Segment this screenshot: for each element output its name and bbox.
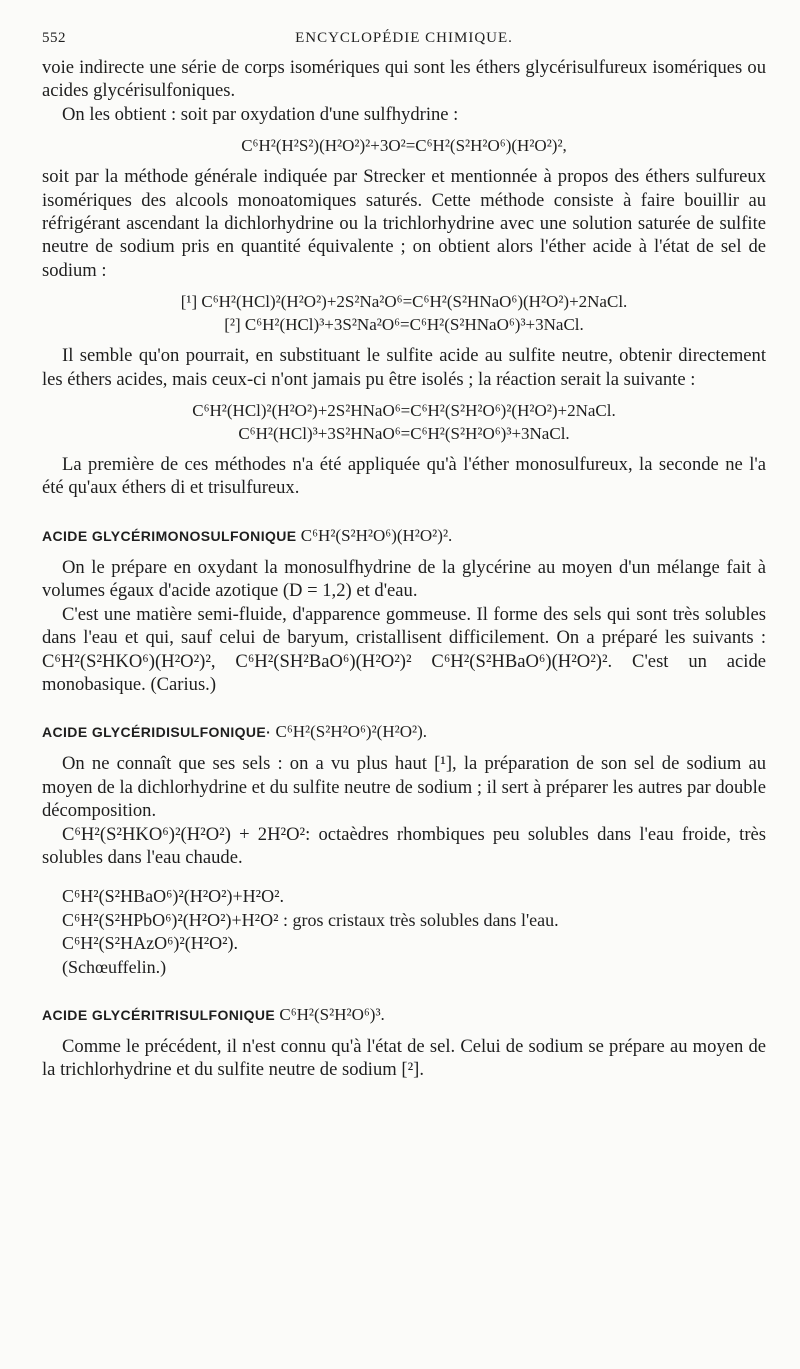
section-heading-line	[42, 1003, 766, 1027]
equation: [¹] C⁶H²(HCl)²(H²O²)+2S²Na²O⁶=C⁶H²(S²HNaO⁶)(H²O²)+2NaCl.	[180, 292, 628, 312]
section-heading: ACIDE GLYCÉRIDISULFONIQUE·	[42, 724, 272, 741]
paragraph: On ne connaît que ses sels : on a vu plus haut [¹], la préparation de son sel de sodium au moyen de la dichlorhydrine et du sulfite neutre de sodium ; il sert à préparer les autres par double décomposition.	[42, 753, 766, 822]
paragraph: soit par la méthode générale indiquée par Strecker et mentionnée à propos des éthers sulfureux isomériques des alcools monoatomiques saturés. Cette méthode consiste à faire bouillir au réfrigérant ascendant la dichlorhydrine ou la trichlorhydrine avec une solution saturée de sulfite neutre de sodium pris en quantité équivalente ; on obtient alors l'éther acide à l'état de sel de sodium :	[42, 166, 766, 281]
paragraph: On les obtient : soit par oxydation d'une sulfhydrine :	[62, 103, 459, 125]
section-formula: C⁶H²(S²H²O⁶)³.	[279, 1004, 385, 1024]
section-monosulfonique	[42, 524, 766, 696]
equation: [²] C⁶H²(HCl)³+3S²Na²O⁶=C⁶H²(S²HNaO⁶)³+3NaCl.	[224, 315, 584, 335]
paragraph: C⁶H²(S²HKO⁶)²(H²O²) + 2H²O²: octaèdres rhombiques peu solubles dans l'eau froide, très solubles dans l'eau chaude.	[42, 823, 766, 868]
paragraph: Il semble qu'on pourrait, en substituant le sulfite acide au sulfite neutre, obtenir directement les éthers acides, mais ceux-ci n'ont jamais pu être isolés ; la réaction serait la suivante :	[42, 345, 766, 390]
list-item: C⁶H²(S²HPbO⁶)²(H²O²)+H²O² : gros cristaux très solubles dans l'eau.	[62, 909, 559, 930]
section-disulfonique	[42, 720, 766, 979]
section-heading-line	[42, 720, 766, 744]
page-number: 552	[42, 30, 66, 46]
paragraph: C'est une matière semi-fluide, d'apparence gommeuse. Il forme des sels qui sont très solubles dans l'eau et qui, sauf celui de baryum, cristallisent difficilement. On a préparé les suivants : C⁶H²(S²HKO⁶)(H²O²)², C⁶H²(SH²BaO⁶)(H²O²)² C⁶H²(S²HBaO⁶)(H²O²)². C'est un acide monobasique. (Carius.)	[42, 603, 766, 695]
section-formula: C⁶H²(S²H²O⁶)²(H²O²).	[275, 722, 427, 742]
running-title: ENCYCLOPÉDIE CHIMIQUE.	[295, 30, 513, 46]
section-trisulfonique	[42, 1003, 766, 1082]
list-item: C⁶H²(S²HBaO⁶)²(H²O²)+H²O².	[62, 886, 284, 907]
paragraph: On le prépare en oxydant la monosulfhydrine de la glycérine au moyen d'un mélange fait à volumes égaux d'acide azotique (D = 1,2) et d'eau.	[42, 556, 766, 602]
page-header	[42, 22, 766, 56]
section-heading: ACIDE GLYCÉRITRISULFONIQUE	[42, 1006, 276, 1023]
equation: C⁶H²(HCl)³+3S²HNaO⁶=C⁶H²(S²H²O⁶)³+3NaCl.	[238, 424, 570, 444]
paragraph: La première de ces méthodes n'a été appliquée qu'à l'éther monosulfureux, la seconde ne l'a été qu'aux éthers di et trisulfureux.	[42, 454, 766, 499]
paragraph: Comme le précédent, il n'est connu qu'à l'état de sel. Celui de sodium se prépare au moyen de la trichlorhydrine et du sulfite neutre de sodium [²].	[42, 1035, 766, 1081]
citation: (Schœuffelin.)	[62, 956, 167, 977]
intro-section	[42, 56, 766, 500]
section-heading-line	[42, 524, 766, 548]
equation: C⁶H²(HCl)²(H²O²)+2S²HNaO⁶=C⁶H²(S²H²O⁶)²(H²O²)+2NaCl.	[192, 401, 616, 421]
salt-list	[42, 885, 766, 979]
equation: C⁶H²(H²S²)(H²O²)²+3O²=C⁶H²(S²H²O⁶)(H²O²)²,	[241, 136, 567, 156]
section-heading: ACIDE GLYCÉRIMONOSULFONIQUE	[42, 527, 297, 544]
paragraph: voie indirecte une série de corps isomériques qui sont les éthers glycérisulfureux isomériques ou acides glycérisulfoniques.	[42, 57, 766, 102]
list-item: C⁶H²(S²HAzO⁶)²(H²O²).	[62, 933, 239, 954]
section-formula: C⁶H²(S²H²O⁶)(H²O²)².	[300, 525, 453, 545]
